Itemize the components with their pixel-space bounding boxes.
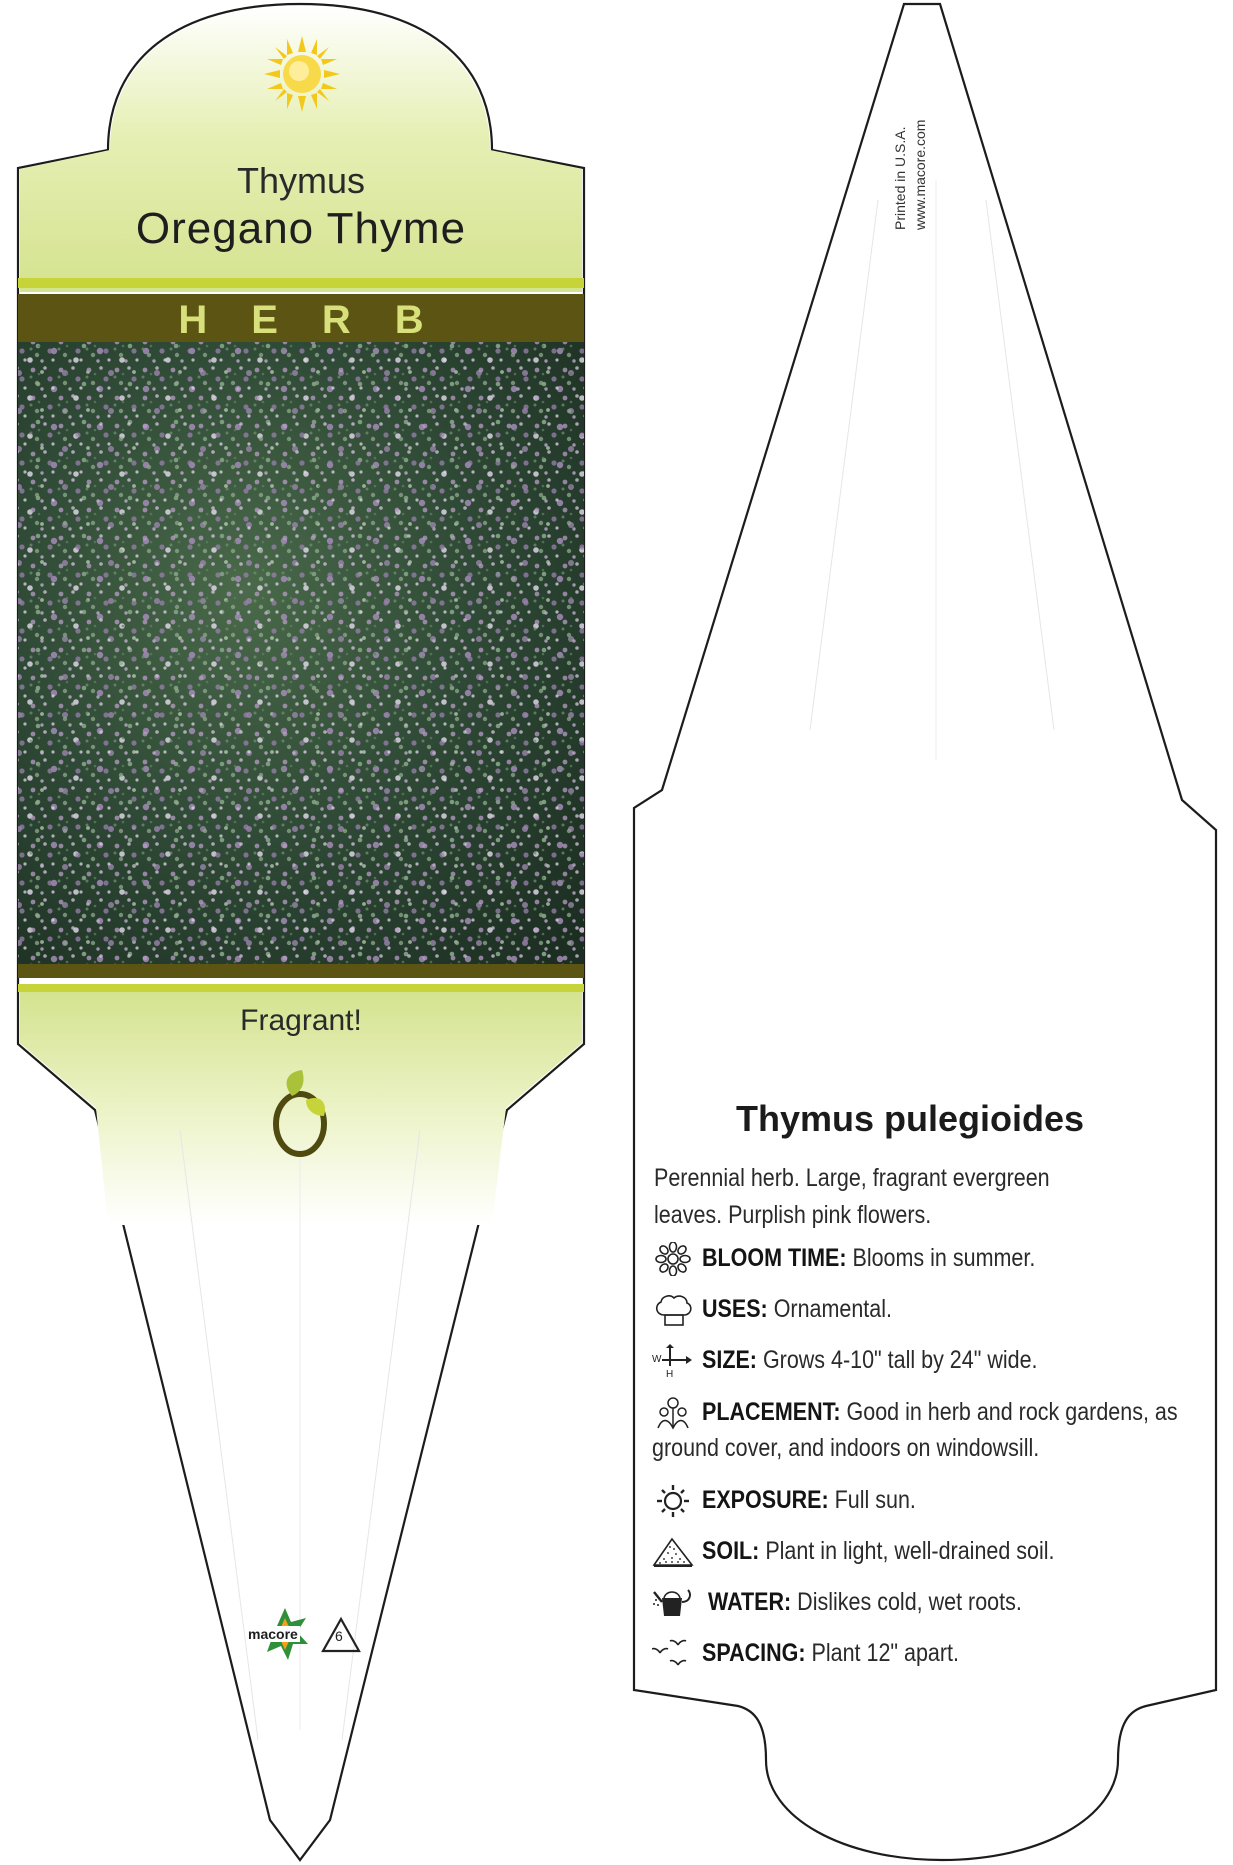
- care-label: BLOOM TIME:: [702, 1244, 847, 1272]
- sun-icon: [262, 34, 342, 114]
- chef-hat-icon: [652, 1293, 694, 1327]
- soil-icon: [652, 1535, 694, 1569]
- care-text: Blooms in summer.: [852, 1244, 1036, 1272]
- care-text: Dislikes cold, wet roots.: [797, 1588, 1022, 1616]
- care-label: WATER:: [708, 1588, 792, 1616]
- watering-can-icon: [652, 1586, 694, 1620]
- care-label: USES:: [702, 1295, 768, 1323]
- botanical-name: Thymus pulegioides: [735, 1098, 1085, 1139]
- svg-text:H: H: [666, 1369, 674, 1378]
- care-text: Plant 12" apart.: [811, 1639, 959, 1667]
- care-text: Grows 4-10" tall by 24" wide.: [762, 1346, 1038, 1374]
- care-label: SPACING:: [702, 1639, 806, 1667]
- care-label: SOIL:: [702, 1537, 760, 1565]
- care-text: Plant in light, well-drained soil.: [765, 1537, 1055, 1565]
- description: Perennial herb. Large, fragrant evergreen leaves. Purplish pink flowers.: [654, 1164, 1050, 1229]
- common-name: Oregano Thyme: [135, 204, 467, 253]
- placement-icon: [652, 1396, 694, 1430]
- care-text: Good in herb and rock gardens, as: [846, 1398, 1178, 1426]
- category-label: HERB: [178, 298, 468, 342]
- flower-icon: [652, 1242, 694, 1276]
- care-label: SIZE:: [702, 1346, 757, 1374]
- care-text: Ornamental.: [773, 1295, 892, 1323]
- spacing-icon: [652, 1637, 694, 1671]
- tagline: Fragrant!: [240, 1004, 362, 1037]
- sun-outline-icon: [652, 1484, 694, 1518]
- sprout-icon: [268, 1066, 334, 1158]
- website: www.macore.com: [912, 119, 928, 230]
- recycle-code: 6: [335, 1628, 343, 1644]
- genus-name: Thymus: [236, 160, 366, 201]
- care-text: Full sun.: [834, 1486, 916, 1514]
- printed-in: Printed in U.S.A.: [892, 126, 908, 230]
- size-arrows-icon: [652, 1344, 694, 1378]
- care-label: EXPOSURE:: [702, 1486, 829, 1514]
- care-label: PLACEMENT:: [702, 1398, 841, 1426]
- brand-logo: [246, 1606, 370, 1662]
- svg-text:W: W: [652, 1354, 662, 1365]
- printed-info: [892, 90, 932, 250]
- brand-name: macore: [248, 1626, 298, 1642]
- care-text-continued: ground cover, and indoors on windowsill.: [652, 1434, 1040, 1462]
